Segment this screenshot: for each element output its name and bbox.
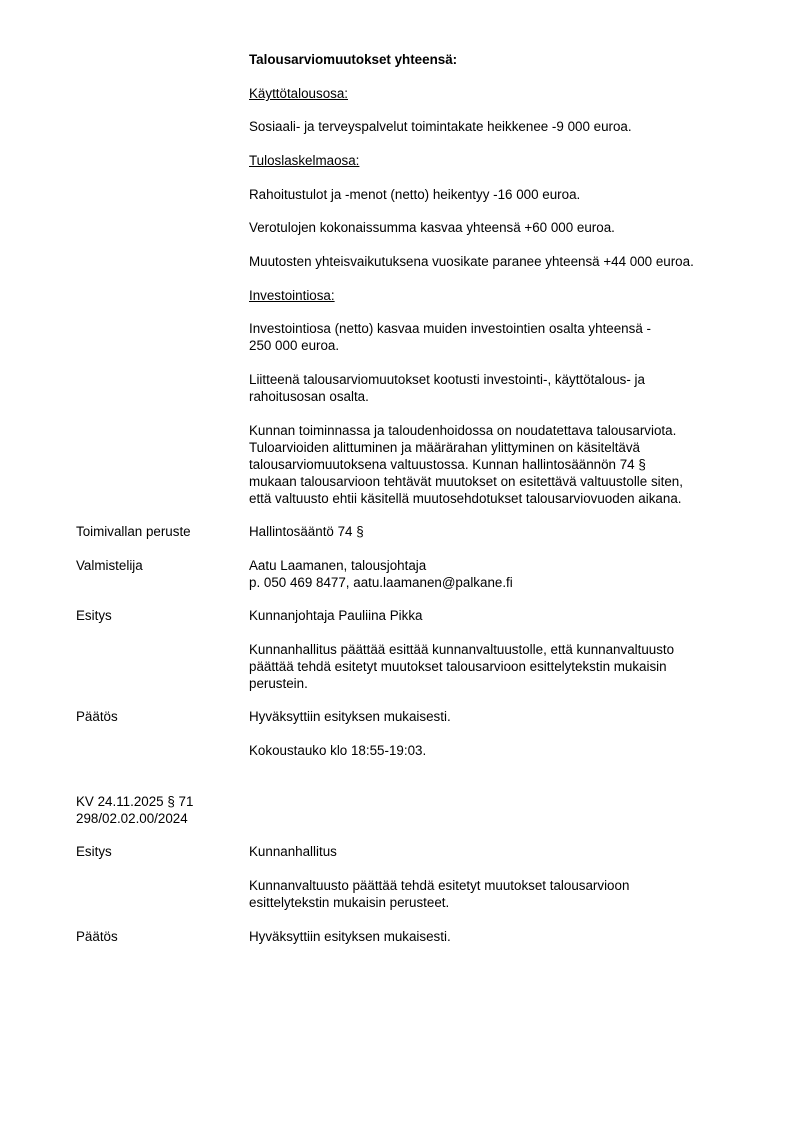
preparer-info: [249, 557, 749, 591]
operating-label: Käyttötalousosa:: [249, 86, 349, 101]
text-line: 250 000 euroa.: [249, 338, 340, 353]
rules-paragraph: [249, 422, 749, 507]
council-decision-text: Hyväksyttiin esityksen mukaisesti.: [249, 929, 451, 944]
text-line: mukaan talousarvioon tehtävät muutokset on esitettävä valtuustolle siten,: [249, 474, 683, 489]
break-note: Kokoustauko klo 18:55-19:03.: [249, 743, 427, 758]
decision-text: Hyväksyttiin esityksen mukaisesti.: [249, 709, 451, 724]
text-line: Kunnan toiminnassa ja taloudenhoidossa on noudatettava talousarviota.: [249, 423, 677, 438]
text-line: että valtuusto ehtii käsitellä muutosehdotukset talousarviovuoden aikana.: [249, 491, 682, 506]
text-line: Kunnanhallitus päättää esittää kunnanvaltuustolle, että kunnanvaltuusto: [249, 642, 675, 657]
proposal-label: Esitys: [76, 608, 112, 623]
council-proposal-label: Esitys: [76, 844, 112, 859]
income-line: Verotulojen kokonaissumma kasvaa yhteensä +60 000 euroa.: [249, 220, 615, 235]
proposal-presenter: Kunnanjohtaja Pauliina Pikka: [249, 608, 423, 623]
operating-text: Sosiaali- ja terveyspalvelut toimintakate heikkenee -9 000 euroa.: [249, 119, 632, 134]
text-line: Investointiosa (netto) kasvaa muiden investointien osalta yhteensä -: [249, 321, 651, 336]
text-line: Kunnanvaltuusto päättää tehdä esitetyt muutokset talousarvioon: [249, 878, 630, 893]
decision-label: Päätös: [76, 709, 118, 724]
attachment-paragraph: [249, 371, 749, 405]
council-reference: [76, 793, 246, 827]
income-line: Rahoitustulot ja -menot (netto) heikentyy -16 000 euroa.: [249, 187, 581, 202]
preparer-name: Aatu Laamanen, talousjohtaja: [249, 558, 427, 573]
summary-heading: Talousarviomuutokset yhteensä:: [249, 52, 458, 67]
proposal-paragraph: [249, 641, 749, 692]
council-decision-label: Päätös: [76, 929, 118, 944]
investment-paragraph: [249, 320, 749, 354]
authority-value: Hallintosääntö 74 §: [249, 524, 364, 539]
text-line: päättää tehdä esitetyt muutokset talousarvioon esittelytekstin mukaisin: [249, 659, 667, 674]
preparer-contact: p. 050 469 8477, aatu.laamanen@palkane.fi: [249, 575, 513, 590]
text-line: esittelytekstin mukaisin perusteet.: [249, 895, 450, 910]
income-label: Tuloslaskelmaosa:: [249, 153, 360, 168]
authority-label: Toimivallan peruste: [76, 524, 191, 539]
text-line: perustein.: [249, 676, 308, 691]
council-proposal-paragraph: [249, 877, 749, 911]
council-presenter: Kunnanhallitus: [249, 844, 337, 859]
council-record-number: 298/02.02.00/2024: [76, 811, 188, 826]
text-line: rahoitusosan osalta.: [249, 389, 369, 404]
text-line: Liitteenä talousarviomuutokset kootusti investointi-, käyttötalous- ja: [249, 372, 645, 387]
text-line: Tuloarvioiden alittuminen ja määrärahan ylittyminen on käsiteltävä: [249, 440, 641, 455]
text-line: talousarviomuutoksena valtuustossa. Kunnan hallintosäännön 74 §: [249, 457, 646, 472]
income-line: Muutosten yhteisvaikutuksena vuosikate paranee yhteensä +44 000 euroa.: [249, 254, 694, 269]
investment-label: Investointiosa:: [249, 288, 335, 303]
council-meeting-ref: KV 24.11.2025 § 71: [76, 794, 194, 809]
preparer-label: Valmistelija: [76, 558, 143, 573]
